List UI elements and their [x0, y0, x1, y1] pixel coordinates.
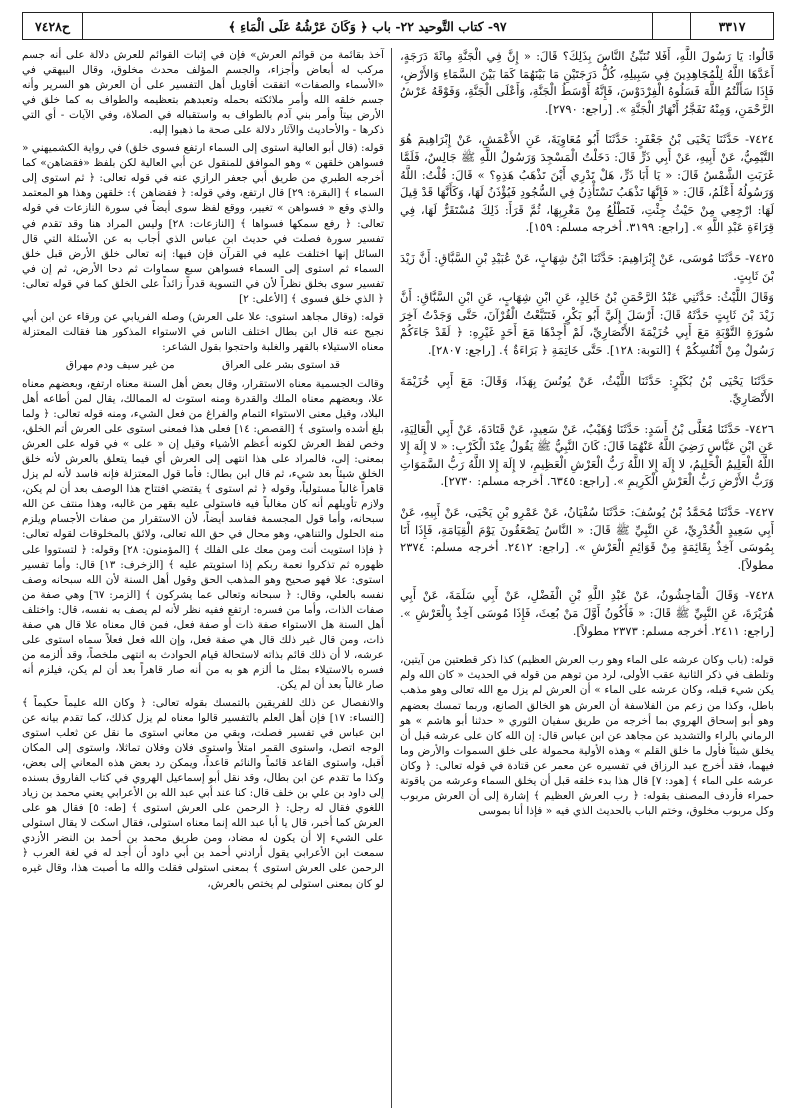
page	[22, 12, 774, 1110]
hadith-text: حَدَّثَنَا يَحْيَى بْنُ بُكَيْرٍ: حَدَّثَنَا اللَّيْثُ، عَنْ يُونُسَ بِهَذَا، وَقَالَ: مَعَ أَبِي خُزَيْمَةَ الأَنْصَارِيِّ.	[400, 373, 774, 406]
poem-hemistich: قد استوى بشر على العراق	[222, 358, 341, 371]
commentary-paragraph: والانفصال عن ذلك للفريقين بالتمسك بقوله تعالى: ﴿ وكان الله عليماً حكيماً ﴾ [النساء: ١٧] فإن أهل العلم بالتفسير قالوا معناه لم يزل كذلك، كما تقدم بيانه عن ابن عباس في تفسير فصلت، وبقي من معاني استوى ما نقل عن ثعلب استوى الوجه اتصل، واستوى القمر امتلأ واستوى فلان وفلان تماثلا، واستوى إلى المكان أقبل، واستوى القاعد قائماً والنائم قاعداً، ويمكن رد بعض هذه المعاني إلى بعض، وكذا ما تقدم عن ابن بطال، وقد نقل أبو إسماعيل الهروي في كتاب الفاروق بسنده إلى داود بن علي بن خلف قال: كنا عند أبي عبد الله بن الأعرابي يعني محمد بن زياد اللغوي فقال له رجل: ﴿ الرحمن على العرش استوى ﴾ [طه: ٥] فقال هو على العرش كما أخبر، قال يا أبا عبد الله إنما معناه استولى، فقال اسكت لا يقال استولى على الشيء إلا أن يكون له مضاد، ومن طريق محمد بن أحمد بن النضر الأزدي سمعت ابن الأعرابي يقول أرادني أحمد بن أبي داود أن أجد له في لغة العرب ﴿ الرحمن على العرش استوى ﴾ بمعنى استولى فقلت والله ما أصبت هذا، وقال غيره لو كان بمعنى استولى لم يختص بالعرش،	[22, 696, 384, 890]
commentary-paragraph: قوله: (باب وكان عرشه على الماء وهو رب العرش العظيم) كذا ذكر قطعتين من آيتين، وتلطف في ذكر الثانية عقب الأولى، لرد من توهم من قوله في الحديث « كان الله ولم يكن شيء قبله، وكان عرشه على الماء » أن العرش لم يزل مع الله تعالى وهو مذهب باطل، وكذا من زعم من الفلاسفة أن العرش هو الخالق الصانع، وربما تمسك بعضهم وهو أبو إسحاق الهروي بما أخرجه من طريق سفيان الثوري « حدثنا أبو هاشم » هو الرماني بالراء والتشديد عن مجاهد عن ابن عباس قال: إن الله كان على عرشه قبل أن يخلق شيئاً فأول ما خلق القلم » وهذه الأولية محمولة على خلق السموات والأرض وما فيهما، فقد أخرج عبد الرزاق في تفسيره عن معمر عن قتادة في قوله تعالى: ﴿ وكان عرشه على الماء ﴾ [هود: ٧] قال هذا بدء خلقه قبل أن يخلق السماء وعرشه من ياقوتة حمراء فأردف المصنف بقوله: ﴿ رب العرش العظيم ﴾ إشارة إلى أن العرش مربوب وكل مربوب مخلوق، وختم الباب بالحديث الذي فيه « فإذا أنا بموسى	[400, 654, 774, 818]
hadith-7428: ٧٤٢٨- وَقَالَ الْمَاجِشُونُ، عَنْ عَبْدِ اللَّهِ بْنِ الْفَضْلِ، عَنْ أَبِي سَلَمَةَ، عَنْ أَبِي هُرَيْرَةَ، عَنِ النَّبِيِّ ﷺ قَالَ: « فَأَكُونُ أَوَّلَ مَنْ بُعِثَ، فَإِذَا مُوسَى آخِذٌ بِالْعَرْشِ ». [راجع: ٢٤١١. أخرجه مسلم: ٢٣٧٣ مطولاً].	[400, 588, 774, 638]
poem-hemistich: من غير سيف ودم مهراق	[65, 358, 175, 371]
commentary-paragraph: آخذ بقائمة من قوائم العرش» فإن في إثبات القوائم للعرش دلالة على أنه جسم مركب له أبعاض وأجزاء، والجسم المؤلف محدث مخلوق، وقال البيهقي في «الأسماء والصفات» اتفقت أقاويل أهل التفسير على أن العرش هو السرير وأنه جسم خلقه الله وأمر ملائكته بحمله وتعبدهم بتعظيمه والطواف به كما خلق في الأرض بيتاً وأمر بني آدم بالطواف به واستقباله في الصلاة، وفي الآيات - أي التي ذكرها - والأحاديث والآثار دلالة على صحة ما ذهبوا إليه.	[22, 49, 384, 137]
column-divider	[391, 48, 392, 1108]
commentary-column	[22, 48, 384, 895]
commentary-paragraph: قوله: (وقال مجاهد استوى: علا على العرش) وصله الفريابي عن ورقاء عن ابن أبي نجيح عنه قال ابن بطال اختلف الناس في الاستواء المذكور هنا فقالت المعتزلة معناه الاستيلاء بالقهر والغلبة واحتجوا بقول الشاعر:	[22, 310, 384, 353]
running-header	[22, 12, 774, 40]
hadith-7426: ٧٤٢٦- حَدَّثَنَا مُعَلَّى بْنُ أَسَدٍ: حَدَّثَنَا وُهَيْبٌ، عَنْ سَعِيدٍ، عَنْ قَتَادَةَ، عَنْ أَبِي الْعَالِيَةِ، عَنِ ابْنِ عَبَّاسٍ رَضِيَ اللَّهُ عَنْهُمَا قَالَ: كَانَ النَّبِيُّ ﷺ يَقُولُ عِنْدَ الْكَرْبِ: « لا إِلَهَ إِلا اللَّهُ الْعَلِيمُ الْحَلِيمُ، لا إِلَهَ إِلا اللَّهُ رَبُّ الْعَرْشِ الْعَظِيمِ، لا إِلَهَ إِلا اللَّهُ رَبُّ السَّمَوَاتِ وَرَبُّ الأَرْضِ رَبُّ الْعَرْشِ الْكَرِيمِ ». [راجع: ٦٣٤٥. أخرجه مسلم: ٢٧٣٠].	[400, 421, 774, 489]
poem-verse	[22, 358, 384, 373]
chapter-title: ٩٧- كتاب التَّوحيد ٢٢- باب ﴿ وَكَانَ عَرْشُهُ عَلَى الْمَاءِ ﴾	[83, 13, 653, 39]
hadith-7427: ٧٤٢٧- حَدَّثَنَا مُحَمَّدُ بْنُ يُوسُفَ: حَدَّثَنَا سُفْيَانُ، عَنْ عَمْرِو بْنِ يَحْيَى، عَنْ أَبِيهِ، عَنْ أَبِي سَعِيدٍ الْخُدْرِيِّ، عَنِ النَّبِيِّ ﷺ قَالَ: « النَّاسُ يَصْعَقُونَ يَوْمَ الْقِيَامَةِ، فَإِذَا أَنَا بِمُوسَى آخِذٌ بِقَائِمَةٍ مِنْ قَوَائِمِ الْعَرْشِ ». [راجع: ٢٤١٢. أخرجه مسلم: ٢٣٧٤ مطولاً].	[400, 505, 775, 572]
hadith-text: قَالُوا: يَا رَسُولَ اللَّهِ، أَفَلا نُنَبِّئُ النَّاسَ بِذَلِكَ؟ قَالَ: « إِنَّ فِي الْجَنَّةِ مِائَةَ دَرَجَةٍ، أَعَدَّهَا اللَّهُ لِلْمُجَاهِدِينَ فِي سَبِيلِهِ، كُلُّ دَرَجَتَيْنِ مَا بَيْنَهُمَا كَمَا بَيْنَ السَّمَاءِ وَالأَرْضِ، فَإِذَا سَأَلْتُمُ اللَّهَ فَسَلُوهُ الْفِرْدَوْسَ، فَإِنَّهُ أَوْسَطُ الْجَنَّةِ، وَأَعْلَى الْجَنَّةِ، وَفَوْقَهُ عَرْشُ الرَّحْمَنِ، وَمِنْهُ تَفَجَّرُ أَنْهَارُ الْجَنَّةِ ». [راجع: ٢٧٩٠].	[400, 49, 774, 116]
hadith-7424: ٧٤٢٤- حَدَّثَنَا يَحْيَى بْنُ جَعْفَرٍ: حَدَّثَنَا أَبُو مُعَاوِيَةَ، عَنِ الأَعْمَشِ، عَنْ إِبْرَاهِيمَ هُوَ التَّيْمِيُّ، عَنْ أَبِيهِ، عَنْ أَبِي ذَرٍّ قَالَ: دَخَلْتُ الْمَسْجِدَ وَرَسُولُ اللَّهِ ﷺ جَالِسٌ، فَلَمَّا غَرَبَتِ الشَّمْسُ قَالَ: « يَا أَبَا ذَرٍّ، هَلْ تَدْرِي أَيْنَ تَذْهَبُ هَذِهِ؟ » قَالَ: قُلْتُ: اللَّهُ وَرَسُولُهُ أَعْلَمُ، قَالَ: « فَإِنَّهَا تَذْهَبُ تَسْتَأْذِنُ فِي السُّجُودِ فَيُؤْذَنُ لَهَا، وَكَأَنَّهَا قَدْ قِيلَ لَهَا: ارْجِعِي مِنْ حَيْثُ جِئْتِ، فَتَطْلُعُ مِنْ مَغْرِبِهَا، ثُمَّ قَرَأَ: ذَلِكَ مُسْتَقَرٌّ لَهَا، فِي قِرَاءَةِ عَبْدِ اللَّهِ ». [راجع: ٣١٩٩. أخرجه مسلم: ١٥٩].	[400, 132, 774, 235]
hadith-column	[400, 48, 774, 823]
hadith-text: وَقَالَ اللَّيْثُ: حَدَّثَنِي عَبْدُ الرَّحْمَنِ بْنُ خَالِدٍ، عَنِ ابْنِ شِهَابٍ، عَنِ ابْنِ السَّبَّاقِ: أَنَّ زَيْدَ بْنَ ثَابِتٍ حَدَّثَهُ قَالَ: أَرْسَلَ إِلَيَّ أَبُو بَكْرٍ، فَتَتَبَّعْتُ الْقُرْآنَ، حَتَّى وَجَدْتُ آخِرَ سُورَةِ التَّوْبَةِ مَعَ أَبِي خُزَيْمَةَ الأَنْصَارِيِّ، لَمْ أَجِدْهَا مَعَ أَحَدٍ غَيْرِهِ: ﴿ لَقَدْ جَاءَكُمْ رَسُولٌ مِنْ أَنْفُسِكُمْ ﴾ [التوبة: ١٢٨]. حَتَّى خَاتِمَةِ ﴿ بَرَاءَةٌ ﴾. [راجع: ٢٨٠٧].	[400, 290, 774, 357]
commentary-paragraph: قوله: (قال أبو العالية استوى إلى السماء ارتفع فسوى خلق) في رواية الكشميهني « فسواهن خلقهن » وهو الموافق للمنقول عن أبي العالية لكن بلفظ «فقضاهن» كما أخرجه الطبري من طريق أبي جعفر الرازي عنه في قوله تعالى: ﴿ ثم استوى إلى السماء ﴾ [البقرة: ٢٩] قال ارتفع، وفي قوله: ﴿ فقضاهن ﴾: خلقهن وهذا هو المعتمد والذي وقع « فسواهن » تغيير، ووقع لفظ سوى أيضاً في سورة النازعات في قوله تعالى: ﴿ رفع سمكها فسواها ﴾ [النازعات: ٢٨] وليس المراد هنا وقد تقدم في تفسير سورة فصلت في حديث ابن عباس الذي أجاب به عن الأسئلة التي قال السائل إنها اختلفت عليه في القرآن فإن فيها: إنه تعالى خلق الأرض قبل خلق السماء ثم استوى إلى السماء فسواهن سبع سماوات ثم دحا الأرض، ثم إن في تفسير سوى بخلق نظراً لأن في التسوية قدراً زائداً على الخلق كما في قوله تعالى: ﴿ الذي خلق فسوى ﴾ [الأعلى: ٢]	[22, 142, 385, 305]
page-number: ٣٣١٧	[718, 18, 746, 34]
hadith-range-code: ح٧٤٢٨	[23, 13, 83, 39]
hadith-7425: ٧٤٢٥- حَدَّثَنَا مُوسَى، عَنْ إِبْرَاهِيمَ: حَدَّثَنَا ابْنُ شِهَابٍ، عَنْ عُبَيْدِ بْنِ السَّبَّاقِ: أَنَّ زَيْدَ بْنَ ثَابِتٍ.	[400, 250, 774, 283]
header-separator	[653, 13, 691, 39]
commentary-paragraph: وقالت الجسمية معناه الاستقرار، وقال بعض أهل السنة معناه ارتفع، وبعضهم معناه علا، وبعضهم معناه الملك والقدرة ومنه استوت له الممالك، يقال لمن أطاعه أهل البلاد، وقيل معنى الاستواء التمام والفراغ من فعل الشيء، ومنه قوله تعالى: ﴿ ولما بلغ أشده واستوى ﴾ [القصص: ١٤] فعلى هذا فمعنى استوى على العرش أتم الخلق، وخص لفظ العرش لكونه أعظم الأشياء وقيل إن « على » في قوله على العرش بمعنى: إلى، فالمراد على هذا انتهى إلى العرش أي فيما يتعلق بالعرش لأنه خلق الخلق شيئاً بعد شيء، ثم قال ابن بطال: فأما قول المعتزلة فإنه فاسد لأنه لم يزل قاهراً غالباً مستولياً، وقوله ﴿ ثم استوى ﴾ يقتضي افتتاح هذا الوصف بعد أن لم يكن، ولازم تأويلهم أنه كان مغالباً فيه فاستولى عليه بقهر من غالبه، وهذا منتف عن الله سبحانه، وأما قول المجسمة ففاسد أيضاً، لأن الاستقرار من صفات الأجسام ويلزم منه الحلول والتناهي، وهو محال في حق الله تعالى، ولائق بالمخلوقات لقوله تعالى: ﴿ فإذا استويت أنت ومن معك على الفلك ﴾ [المؤمنون: ٢٨] وقوله: ﴿ لتستووا على ظهوره ثم تذكروا نعمة ربكم إذا استويتم عليه ﴾ [الزخرف: ١٣] قال: وأما تفسير استوى: علا فهو صحيح وهو المذهب الحق وقول أهل السنة لأن الله سبحانه وصف نفسه بالعلي، وقال: ﴿ سبحانه وتعالى عما يشركون ﴾ [الزمر: ٦٧] وهي صفة من صفات الذات، وأما من فسره: ارتفع ففيه نظر لأنه لم يصف به نفسه، قال: واختلف أهل السنة هل الاستواء صفة ذات أو صفة فعل، فمن قال معناه علا قال هي صفة ذات، ومن قال غير ذلك قال هي صفة فعل، وإن الله فعل فعلاً سماه استوى على عرشه، لا أن ذلك قائم بذاته لاستحالة قيام الحوادث به انتهى ملخصاً، وقد ألزمه من فسره بالاستيلاء بمثل ما ألزم هو به من أنه صار قاهراً بعد أن لم يكن، فيلزم أنه صار غالباً بعد أن لم يكن.	[22, 377, 384, 691]
